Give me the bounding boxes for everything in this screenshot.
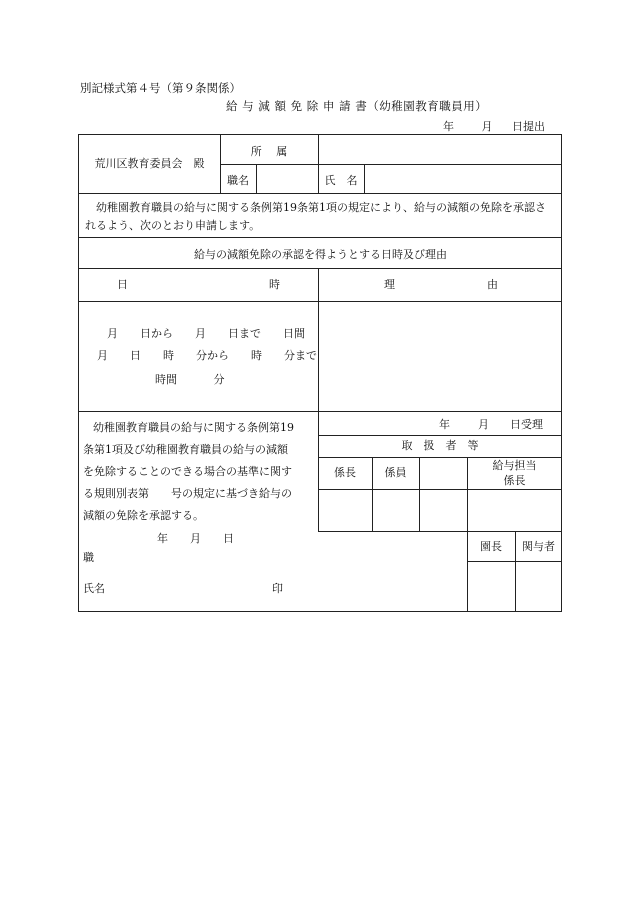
col-reason-1: 理 [384,278,395,291]
submit-year: 年 [443,120,454,133]
request-statement: 幼稚園教育職員の給与に関する条例第19条第1項の規定により、給与の減額の免除を承認されるよう、次のとおり申請します。 [85,201,546,232]
submit-month: 月 [481,120,493,133]
pay-chief-label-1: 給与担当 [492,459,537,472]
approver-job-label: 職 [83,551,94,564]
extra-seal-box[interactable] [420,491,466,529]
job-title-label: 職名 [227,174,249,187]
approval-line: 減額の免除を承認する。 [83,509,204,522]
approval-line: る規則別表第 号の規定に基づき給与の [83,487,292,500]
recipient-label: 荒川区教育委員会 殿 [94,157,205,170]
period-hours: 月 日 時 分から 時 分まで [97,349,317,362]
involved-seal-box[interactable] [516,563,561,611]
affiliation-field[interactable] [318,139,562,161]
reason-field[interactable] [321,305,559,407]
col-datetime-time: 時 [269,278,280,291]
approval-line: を免除することのできる場合の基準に関す [83,465,292,478]
pay-chief-label-2: 係長 [503,474,526,487]
col-reason-2: 由 [487,278,498,291]
received-year: 年 [439,418,450,431]
job-title-field[interactable] [257,167,317,189]
form-id: 別記様式第４号（第９条関係） [80,81,241,95]
involved-label: 関与者 [522,540,555,553]
approval-line: 条第1項及び幼稚園教育職員の給与の減額 [83,443,288,456]
chief-seal-box[interactable] [319,491,371,529]
section-heading: 給与の減額免除の承認を得ようとする日時及び理由 [194,248,447,261]
staff-seal-box[interactable] [373,491,418,529]
principal-label: 園長 [480,540,502,553]
pay-chief-seal-box[interactable] [468,491,561,529]
period-duration: 時間 分 [155,373,225,386]
submit-day: 日提出 [512,120,545,133]
submission-date [425,118,545,134]
affiliation-label: 所 属 [250,145,288,158]
received-month: 月 [478,418,489,431]
approval-line: 幼稚園教育職員の給与に関する条例第19 [93,421,294,434]
applicant-name-field[interactable] [365,167,561,189]
seal-label: 印 [272,582,283,595]
received-day: 日受理 [510,418,543,431]
principal-seal-box[interactable] [468,563,514,611]
approver-name-label: 氏名 [83,582,105,595]
staff-label: 係員 [384,466,407,479]
application-form-table [78,134,562,612]
period-days: 月 日から 月 日まで 日間 [107,327,305,340]
handler-heading: 取 扱 者 等 [401,439,479,452]
approval-date: 年 月 日 [157,532,234,545]
chief-label: 係長 [334,466,356,479]
applicant-name-label: 氏 名 [324,174,358,187]
document-title: 給 与 減 額 免 除 申 請 書（幼稚園教育職員用） [226,99,488,113]
col-datetime-day: 日 [117,278,128,291]
